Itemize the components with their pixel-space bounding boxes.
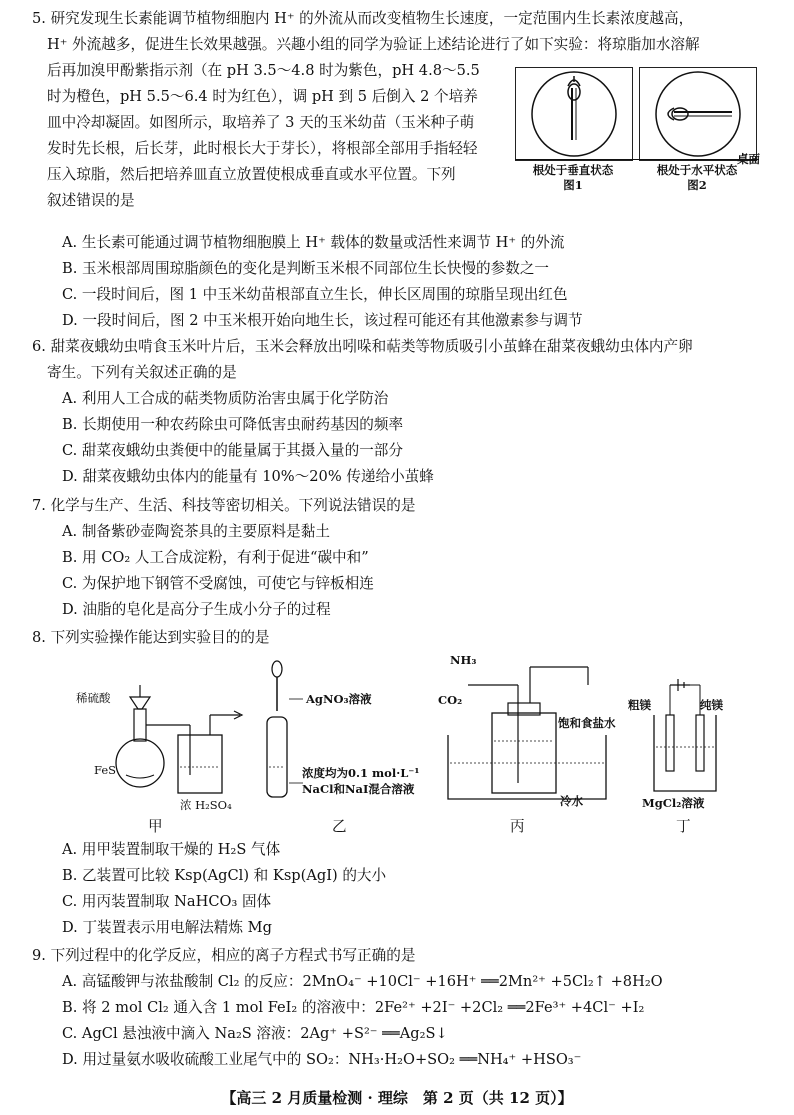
- q8-apparatus-figure: [70, 655, 730, 835]
- q5-line-4: 时为橙色，pH 5.5～6.4 时为红色），调 pH 到 5 后倒入 2 个培养: [47, 88, 478, 105]
- q5-option-a: A. 生长素可能通过调节植物细胞膜上 H⁺ 载体的数量或活性来调节 H⁺ 的外流: [62, 234, 565, 251]
- mix-solution-label: NaCl和NaI混合溶液: [302, 782, 415, 796]
- fig1-panel: [515, 67, 633, 161]
- brine-label: 饱和食盐水: [558, 716, 616, 730]
- q7-option-c: C. 为保护地下钢管不受腐蚀，可使它与锌板相连: [62, 575, 374, 592]
- mix-conc-label: 浓度均为0.1 mol·L⁻¹: [302, 766, 420, 780]
- page-footer: 【高三 2 月质量检测 · 理综 第 2 页（共 12 页）】: [221, 1089, 573, 1107]
- q8-option-c: C. 用丙装置制取 NaHCO₃ 固体: [62, 893, 272, 910]
- fig2-state-caption: 根处于水平状态: [656, 163, 738, 177]
- cold-water-label: 冷水: [560, 794, 583, 808]
- apparatus-ding-image: [640, 675, 730, 795]
- fig1-state-caption: 根处于垂直状态: [532, 163, 614, 177]
- agno3-label: AgNO₃溶液: [306, 692, 372, 706]
- fig2-panel: [639, 67, 757, 161]
- q8-option-d: D. 丁装置表示用电解法精炼 Mg: [62, 919, 272, 936]
- q5-line-8: 叙述错误的是: [47, 192, 135, 209]
- q5-option-b: B. 玉米根部周围琼脂颜色的变化是判断玉米根不同部位生长快慢的参数之一: [62, 260, 550, 277]
- q7-option-b: B. 用 CO₂ 人工合成淀粉，有利于促进“碳中和”: [62, 549, 369, 566]
- q9-option-d: D. 用过量氨水吸收硫酸工业尾气中的 SO₂：NH₃·H₂O+SO₂ ══NH₄⁺ +HSO₃⁻: [62, 1051, 582, 1068]
- q5-line-1: 5. 研究发现生长素能调节植物细胞内 H⁺ 的外流从而改变植物生长速度，一定范围内生长素浓度越高，: [32, 10, 694, 27]
- q7-line-1: 7. 化学与生产、生活、科技等密切相关。下列说法错误的是: [32, 497, 416, 514]
- dilute-acid-label: 稀硫酸: [76, 691, 111, 705]
- q5-figure: [515, 67, 765, 195]
- crude-mg-label: 粗镁: [628, 698, 651, 712]
- q6-option-a: A. 利用人工合成的萜类物质防治害虫属于化学防治: [62, 390, 389, 407]
- q9-option-b: B. 将 2 mol Cl₂ 通入含 1 mol FeI₂ 的溶液中：2Fe²⁺ +2I⁻ +2Cl₂ ══2Fe³⁺ +4Cl⁻ +I₂: [62, 999, 645, 1016]
- label-ding: 丁: [676, 818, 691, 835]
- fig1-petri-dish-image: [516, 68, 632, 160]
- q5-line-2: H⁺ 外流越多，促进生长效果越强。兴趣小组的同学为验证上述结论进行了如下实验：将琼脂加水溶解: [47, 36, 700, 53]
- fig2-label: 图2: [687, 178, 707, 192]
- q5-option-c: C. 一段时间后，图 1 中玉米幼苗根部直立生长，伸长区周围的琼脂呈现出红色: [62, 286, 568, 303]
- q6-option-b: B. 长期使用一种农药除虫可降低害虫耐药基因的频率: [62, 416, 404, 433]
- q9-option-a: A. 高锰酸钾与浓盐酸制 Cl₂ 的反应：2MnO₄⁻ +10Cl⁻ +16H⁺ ══2Mn²⁺ +5Cl₂↑ +8H₂O: [62, 973, 663, 990]
- mgcl2-label: MgCl₂溶液: [642, 796, 705, 810]
- q5-line-7: 压入琼脂，然后把培养皿直立放置使根成垂直或水平位置。下列: [47, 166, 456, 183]
- q9-line-1: 9. 下列过程中的化学反应，相应的离子方程式书写正确的是: [32, 947, 416, 964]
- q5-option-d: D. 一段时间后，图 2 中玉米根开始向地生长，该过程可能还有其他激素参与调节: [62, 312, 583, 329]
- fes-label: FeS: [94, 763, 117, 777]
- q6-option-c: C. 甜菜夜蛾幼虫粪便中的能量属于其摄入量的一部分: [62, 442, 403, 459]
- q5-line-5: 皿中冷却凝固。如图所示，取培养了 3 天的玉米幼苗（玉米种子萌: [47, 114, 475, 131]
- q9-option-c: C. AgCl 悬浊液中滴入 Na₂S 溶液：2Ag⁺ +S²⁻ ══Ag₂S↓: [62, 1025, 448, 1042]
- desk-label: 桌面: [737, 152, 760, 166]
- q5-line-6: 发时先长根，后长芽，此时根长大于芽长），将根部全部用手指轻轻: [47, 140, 478, 157]
- label-yi: 乙: [332, 818, 347, 835]
- q8-line-1: 8. 下列实验操作能达到实验目的的是: [32, 629, 270, 646]
- co2-label: CO₂: [438, 693, 463, 707]
- q6-line-2: 寄生。下列有关叙述正确的是: [47, 364, 237, 381]
- pure-mg-label: 纯镁: [700, 698, 723, 712]
- q7-option-d: D. 油脂的皂化是高分子生成小分子的过程: [62, 601, 331, 618]
- fig2-petri-dish-image: [640, 68, 756, 160]
- label-bing: 丙: [510, 818, 525, 835]
- desk-line: [515, 159, 759, 160]
- q8-option-a: A. 用甲装置制取干燥的 H₂S 气体: [62, 841, 281, 858]
- label-jia: 甲: [148, 818, 163, 835]
- q6-option-d: D. 甜菜夜蛾幼虫体内的能量有 10%～20% 传递给小茧蜂: [62, 468, 434, 485]
- q6-line-1: 6. 甜菜夜蛾幼虫啃食玉米叶片后，玉米会释放出吲哚和萜类等物质吸引小茧蜂在甜菜夜蛾幼虫体内产卵: [32, 338, 693, 355]
- q8-option-b: B. 乙装置可比较 Ksp(AgCl) 和 Ksp(AgI) 的大小: [62, 867, 387, 884]
- nh3-label: NH₃: [450, 653, 477, 667]
- conc-h2so4-label: 浓 H₂SO₄: [180, 798, 232, 812]
- fig1-label: 图1: [563, 178, 583, 192]
- apparatus-jia-image: [70, 655, 250, 805]
- q5-line-3: 后再加溴甲酚紫指示剂（在 pH 3.5～4.8 时为紫色，pH 4.8～5.5: [47, 62, 480, 79]
- q7-option-a: A. 制备紫砂壶陶瓷茶具的主要原料是黏土: [62, 523, 330, 540]
